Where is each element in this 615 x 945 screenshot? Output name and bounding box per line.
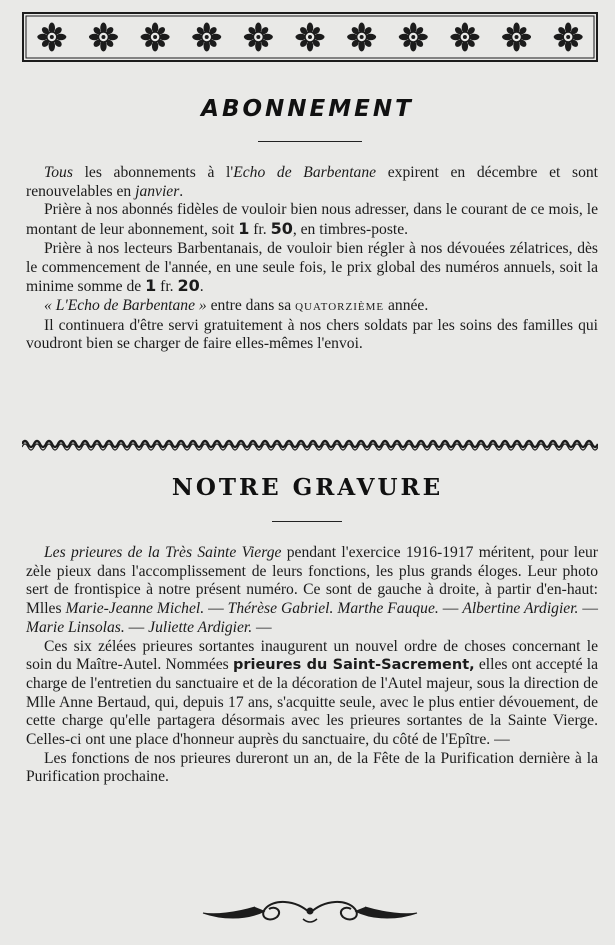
title-rule xyxy=(258,141,362,142)
flourish-ornament xyxy=(195,895,425,927)
text-span: Ces six zélées prieures sortantes inaugurent un nouvel ordre de choses concernant le soin du Maître-Autel. Nommées xyxy=(26,637,598,674)
paragraph xyxy=(26,240,598,297)
text-span: Juliette Ardigier. xyxy=(148,618,253,636)
text-span: Marie Linsolas. xyxy=(26,618,125,636)
flower-motif xyxy=(141,23,170,52)
flower-motif xyxy=(192,23,221,52)
text-span: Marthe Fauque. xyxy=(337,600,439,618)
text-span: expirent en décembre et sont renouvelables en xyxy=(26,164,599,200)
text-span: Echo de Barbentane xyxy=(233,164,377,181)
text-span: fr. xyxy=(249,221,271,239)
title-rule xyxy=(272,521,342,522)
text-span: les abonnements à l' xyxy=(72,164,234,181)
text-span: — xyxy=(252,618,272,636)
abonnement-text xyxy=(26,164,598,354)
text-span: Thérèse Gabriel. xyxy=(227,600,334,618)
flower-motif xyxy=(37,22,66,51)
price-value: 1 xyxy=(145,276,157,296)
text-span: prieures du Saint-Sacrement, xyxy=(232,657,475,674)
flower-motif xyxy=(347,23,376,52)
flower-motif xyxy=(554,23,583,52)
wave-divider-ornament xyxy=(22,436,598,452)
paragraph xyxy=(26,544,598,638)
price-value: 1 xyxy=(238,219,250,239)
text-span: — xyxy=(438,600,463,618)
text-span: . xyxy=(199,278,204,296)
text-span: . xyxy=(179,182,184,200)
text-span: « L'Echo de Barbentane » xyxy=(44,296,207,314)
text-span: janvier xyxy=(135,182,180,200)
flower-motif xyxy=(244,23,273,52)
price-value: 50 xyxy=(270,219,293,239)
price-value: 20 xyxy=(177,276,200,296)
text-span: , en timbres-poste. xyxy=(292,221,409,239)
text-span: — xyxy=(124,618,149,636)
flower-motif xyxy=(502,23,531,52)
text-span: Prière à nos lecteurs Barbentanais, de vouloir bien régler à nos dévouées zélatrices, dès le commencement de l'année, en une seule fois, le prix global des numéros annuels, soit la minime somme de xyxy=(26,239,598,296)
paragraph xyxy=(26,201,598,239)
paragraph xyxy=(26,297,598,317)
section-title-abonnement: ABONNEMENT xyxy=(201,96,414,122)
paragraph: Il continuera d'être servi gratuitement à nos chers soldats par les soins des familles qui voudront bien se charger de faire elles-mêmes l'envoi. xyxy=(26,316,598,353)
text-span: elles ont accepté la charge de l'entretien du sanctuaire et de la décoration de l'Autel majeur, sous la direction de Mlle Anne Bertaud, qui, depuis 17 ans, s'acquitte seule, avec le plus entier dévouement, de cette charge qu'elle partagera désormais avec les prieures sortantes de la Sainte Vierge. Celles-ci ont une place d'honneur auprès du sanctuaire, du côté de l'Epître. — xyxy=(26,656,598,749)
text-span: QUATORZIÈME xyxy=(295,300,385,313)
text-span: — xyxy=(578,600,599,618)
flower-motif xyxy=(450,23,479,52)
paragraph: Les fonctions de nos prieures dureront un an, de la Fête de la Purification dernière à la Purification prochaine. xyxy=(26,749,598,786)
flower-motif xyxy=(399,23,428,52)
text-span: Les prieures de la Très Sainte Vierge xyxy=(44,544,282,561)
floral-border-ornament xyxy=(22,12,598,62)
flower-motif xyxy=(296,23,325,52)
text-span: fr. xyxy=(156,278,178,296)
text-span: Marie-Jeanne Michel. xyxy=(65,600,205,618)
text-span: année. xyxy=(384,296,429,314)
text-span: pendant l'exercice 1916-1917 méritent, pour leur zèle pieux dans l'accomplissement de leurs fonctions, les plus grands éloges. Leur photo sert de frontispice à notre présent numéro. Ce sont de gauche à droite, à partir d'en-haut: Mlles xyxy=(26,544,598,618)
gravure-text xyxy=(26,544,598,787)
paragraph xyxy=(26,164,598,201)
section-title-gravure: NOTRE GRAVURE xyxy=(171,474,444,501)
text-span: — xyxy=(204,600,228,618)
text-span: Albertine Ardigier. xyxy=(462,600,579,618)
text-span: Tous xyxy=(44,164,73,181)
text-span: entre dans sa xyxy=(206,296,296,314)
flower-motif xyxy=(89,23,118,52)
paragraph xyxy=(26,638,598,750)
text-span: Prière à nos abonnés fidèles de vouloir bien nous adresser, dans le courant de ce mois, le montant de leur abonnement, soit xyxy=(26,201,598,239)
